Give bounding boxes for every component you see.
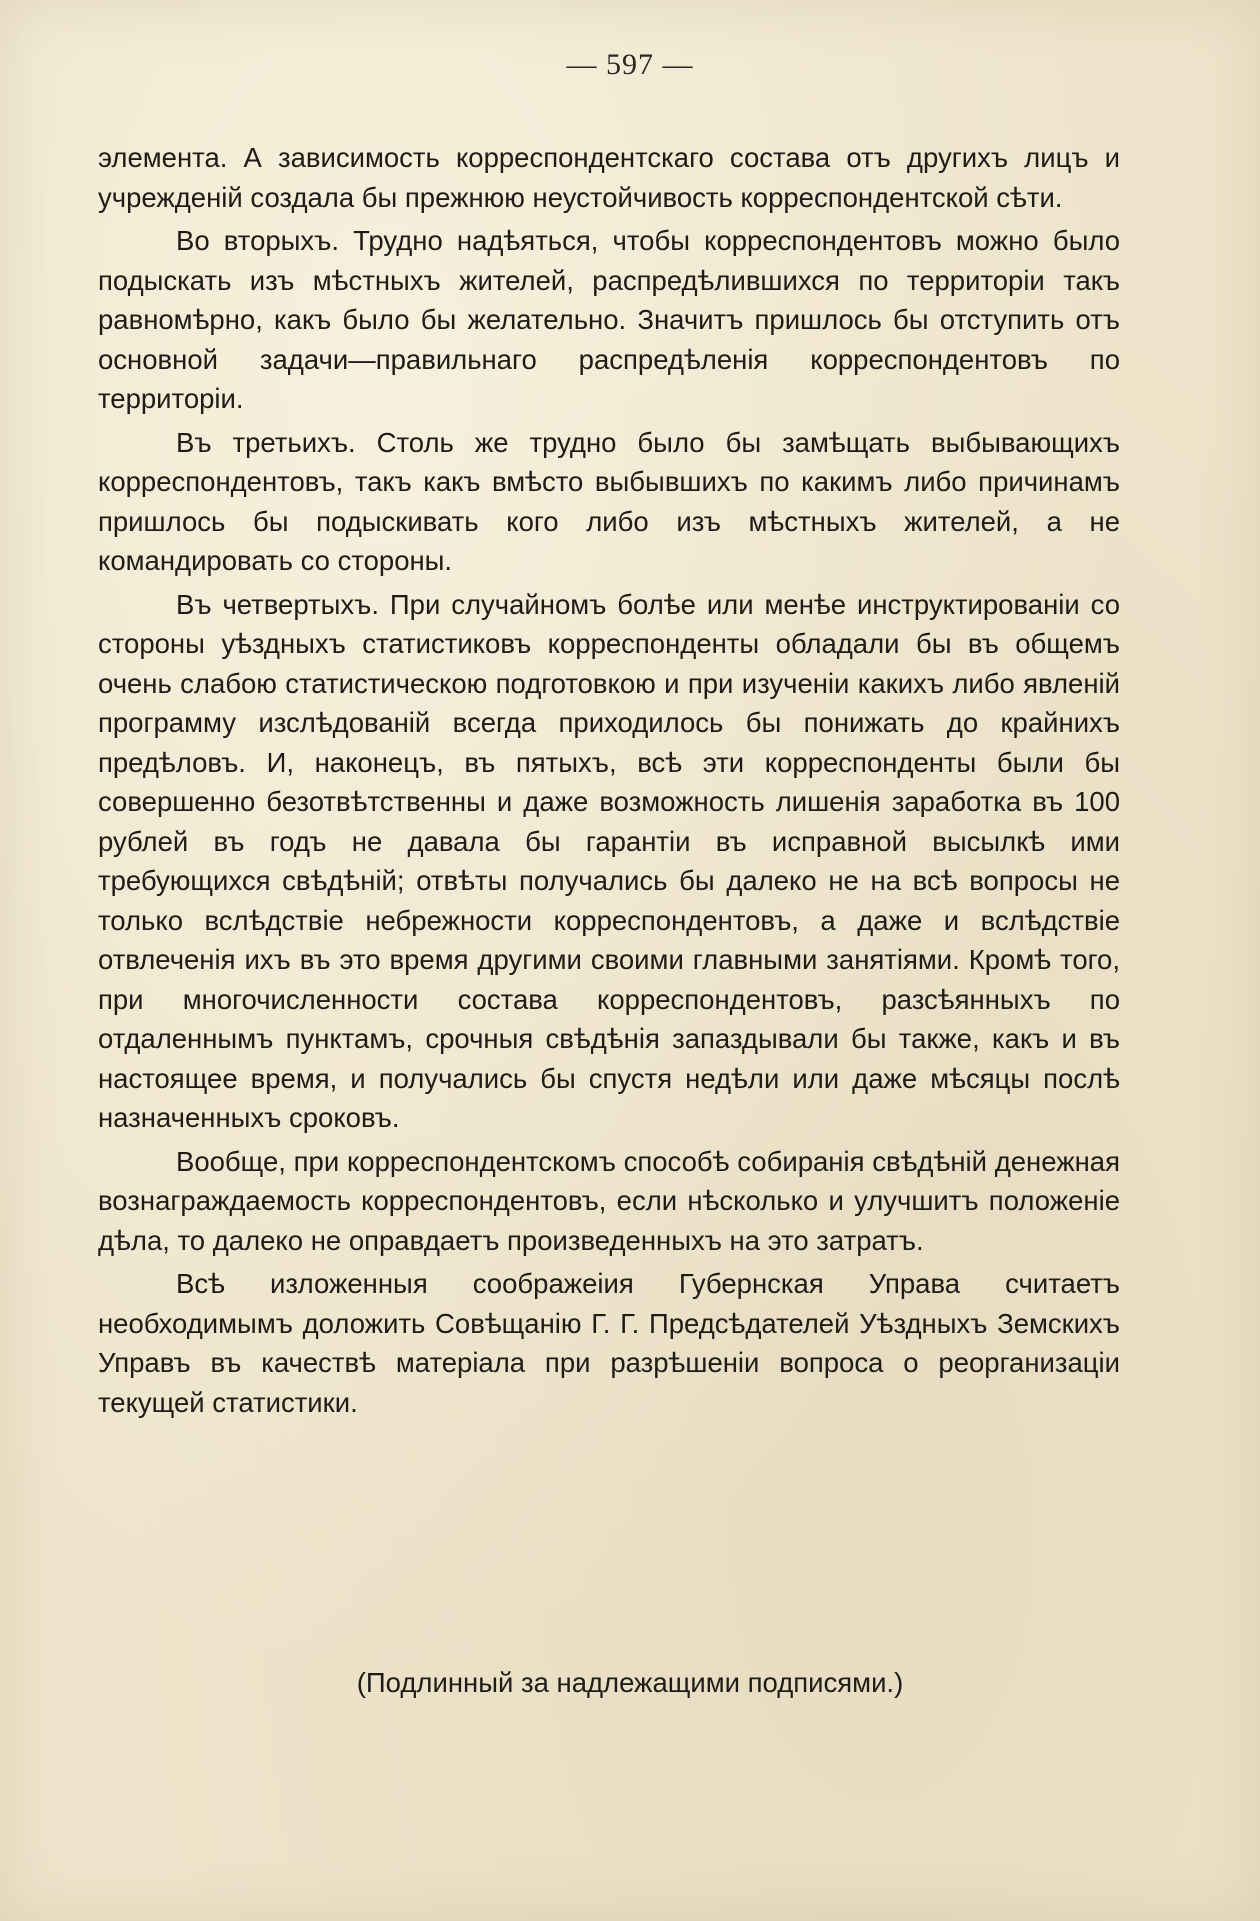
paragraph-fourth-point: Въ четвертыхъ. При случайномъ болѣе или менѣе инструктированіи со стороны уѣздныхъ статистиковъ корреспонденты обладали бы въ общемъ очень слабою статистическою подготовкою и при изученіи какихъ либо явленій программу изслѣдованій всегда приходилось бы понижать до крайнихъ предѣловъ. И, наконецъ, въ пятыхъ, всѣ эти корреспонденты были бы совершенно безотвѣтственны и даже возможность лишенія заработка въ 100 рублей въ годъ не давала бы гарантіи въ исправной высылкѣ ими требующихся свѣдѣній; отвѣты получались бы далеко не на всѣ вопросы не только вслѣдствіе небрежности корреспондентовъ, а даже и вслѣдствіе отвлеченія ихъ въ это время другими своими главными занятіями. Кромѣ того, при многочисленности состава корреспондентовъ, разсѣянныхъ по отдаленнымъ пунктамъ, срочныя свѣдѣнія запаздывали бы также, какъ и въ настоящее время, и получались бы спустя недѣли или даже мѣсяцы послѣ назначенныхъ сроковъ. (98, 588, 1120, 1133)
body-text (98, 138, 1120, 1422)
signature-note: (Подлинный за надлежащими подписями.) (356, 1667, 904, 1698)
paragraph-third-point: Въ третьихъ. Столь же трудно было бы замѣщать выбывающихъ корреспондентовъ, такъ какъ вмѣсто выбывшихъ по какимъ либо причинамъ пришлось бы подыскивать кого либо изъ мѣстныхъ жителей, а не командировать со стороны. (98, 426, 1120, 576)
paragraph-second-point: Во вторыхъ. Трудно надѣяться, чтобы корреспондентовъ можно было подыскать изъ мѣстныхъ жителей, распредѣлившихся по территоріи такъ равномѣрно, какъ было бы желательно. Значитъ пришлось бы отступить отъ основной задачи—правильнаго распредѣленія корреспондентовъ по территоріи. (98, 225, 1120, 414)
paragraph-summary: Вообще, при корреспондентскомъ способѣ собиранія свѣдѣній денежная вознаграждаемость корреспондентовъ, если нѣсколько и улучшитъ положеніе дѣла, то далеко не оправдаетъ произведенныхъ на это затратъ. (98, 1145, 1120, 1256)
page-number: — 597 — (566, 48, 694, 81)
paragraph-conclusion: Всѣ изложенныя соображеіия Губернская Управа считаетъ необходимымъ доложить Совѣщанію Г. Г. Предсѣдателей Уѣздныхъ Земскихъ Управъ въ качествѣ матеріала при разрѣшеніи вопроса о реорганизаціи текущей статистики. (98, 1268, 1120, 1418)
paragraph-continuation: элемента. А зависимость корреспондентскаго состава отъ другихъ лицъ и учрежденій создала бы прежнюю неустойчивость корреспондентской сѣти. (98, 142, 1120, 213)
